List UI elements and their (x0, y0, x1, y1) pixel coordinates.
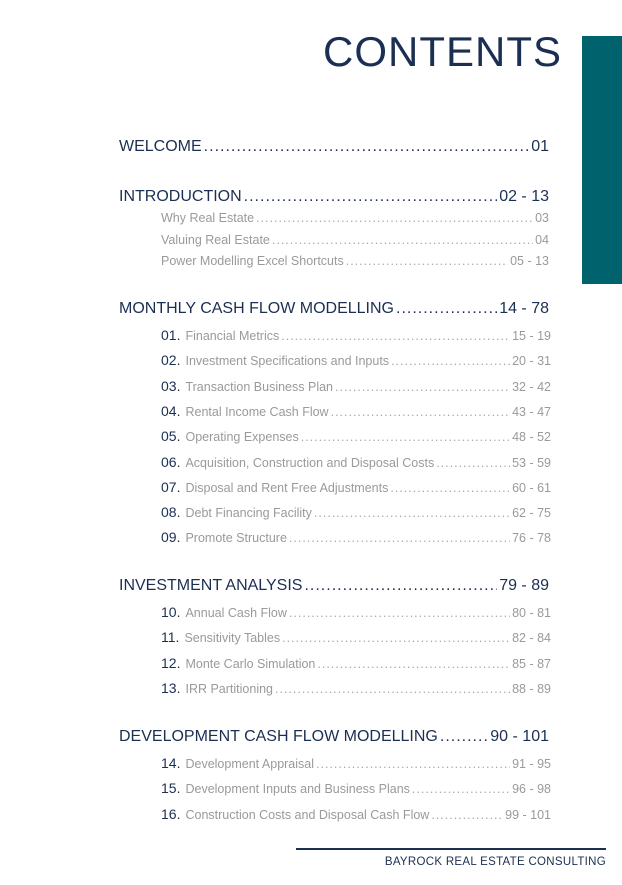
toc-section-pages: 01 (531, 138, 549, 155)
toc-leader-dots (440, 728, 488, 746)
toc-entry-row (161, 655, 551, 671)
toc-entry-row (161, 755, 551, 771)
toc-leader-dots (335, 380, 510, 394)
toc-entry-number: 03. (161, 377, 181, 394)
toc-leader-dots (317, 657, 510, 671)
toc-entry-pages: 43 - 47 (512, 404, 551, 419)
toc-leader-dots (289, 606, 510, 620)
toc-entry-row (161, 529, 551, 545)
toc-entry-title: Rental Income Cash Flow (185, 404, 329, 419)
toc-entry-row (161, 806, 551, 822)
toc-entry-pages: 96 - 98 (512, 782, 551, 797)
toc-section-pages: 14 - 78 (499, 300, 549, 317)
toc-entry-number: 07. (161, 478, 181, 495)
toc-entry-row (161, 327, 551, 343)
toc-entry-row (161, 352, 551, 368)
toc-section-pages: 79 - 89 (499, 577, 549, 594)
toc-leader-dots (412, 782, 510, 796)
toc-entry-row (161, 604, 551, 620)
toc-section-pages: 02 - 13 (499, 188, 549, 205)
toc-section-title: WELCOME (119, 138, 202, 155)
toc-entry-title: Sensitivity Tables (184, 631, 281, 646)
toc-section-pages: 90 - 101 (490, 728, 549, 745)
toc-entry-pages: 15 - 19 (512, 329, 551, 343)
toc-entry-pages: 76 - 78 (512, 531, 551, 546)
toc-leader-dots (289, 531, 510, 545)
toc-entry-number: 16. (161, 805, 181, 822)
toc-entry-row (161, 454, 551, 470)
toc-leader-dots (436, 456, 510, 470)
toc-entry-number: 06. (161, 453, 181, 470)
toc-entry-number: 01. (161, 327, 181, 343)
toc-entry-number: 09. (161, 529, 181, 546)
toc-leader-dots (256, 211, 533, 225)
toc-leader-dots (301, 430, 510, 444)
toc-entry-pages: 53 - 59 (512, 455, 551, 470)
toc-leader-dots (275, 682, 510, 696)
toc-leader-dots (272, 233, 533, 247)
toc-entry-number: 11. (161, 629, 180, 646)
toc-entry-title: Annual Cash Flow (185, 606, 287, 620)
toc-leader-dots (316, 757, 510, 771)
toc-section-title: INVESTMENT ANALYSIS (119, 577, 303, 594)
toc-entry-title: Promote Structure (185, 531, 287, 546)
toc-section-title: INTRODUCTION (119, 188, 242, 205)
toc-entry-number: 12. (161, 654, 181, 671)
toc-entry-pages: 85 - 87 (512, 656, 551, 671)
toc-entry-pages: 80 - 81 (512, 606, 551, 620)
toc-entry-title: Monte Carlo Simulation (185, 656, 316, 671)
toc-leader-dots (346, 254, 508, 268)
toc-entry-pages: 88 - 89 (512, 681, 551, 696)
toc-entry-pages: 32 - 42 (512, 379, 551, 394)
toc-entry-row (161, 211, 549, 225)
toc-entry-title: Operating Expenses (185, 430, 299, 445)
toc-entry-row (161, 378, 551, 394)
toc-leader-dots (282, 631, 510, 645)
toc-entry-row (161, 680, 551, 696)
toc-leader-dots (331, 405, 510, 419)
toc-entry-pages: 20 - 31 (512, 354, 551, 369)
toc-entry-title: Power Modelling Excel Shortcuts (161, 254, 344, 268)
toc-entry-number: 13. (161, 679, 181, 696)
toc-entry-title: Financial Metrics (185, 329, 280, 343)
toc-entry-pages: 48 - 52 (512, 430, 551, 445)
toc-entry-row (161, 479, 551, 495)
toc-entry-title: Investment Specifications and Inputs (185, 354, 390, 369)
toc-leader-dots (304, 577, 497, 595)
toc-entry-pages: 82 - 84 (512, 631, 551, 646)
toc-leader-dots (244, 188, 498, 206)
toc-section-title: MONTHLY CASH FLOW MODELLING (119, 300, 394, 317)
toc-entry-title: Transaction Business Plan (185, 379, 333, 394)
toc-entry-title: IRR Partitioning (185, 681, 274, 696)
toc-section-row (119, 188, 549, 206)
toc-entry-row (161, 629, 551, 645)
toc-section-title: DEVELOPMENT CASH FLOW MODELLING (119, 728, 438, 745)
toc-entry-pages: 62 - 75 (512, 506, 551, 521)
toc-entry-number: 04. (161, 402, 181, 419)
toc-entry-title: Acquisition, Construction and Disposal Costs (185, 455, 435, 470)
toc-entry-pages: 03 (535, 211, 549, 225)
footer-company-name: BAYROCK REAL ESTATE CONSULTING (384, 856, 606, 868)
toc-entry-title: Development Appraisal (185, 757, 315, 771)
toc-entry-row (161, 504, 551, 520)
toc-leader-dots (390, 481, 510, 495)
footer-divider (296, 848, 606, 850)
toc-section-row (119, 138, 549, 156)
toc-entry-pages: 04 (535, 232, 549, 247)
toc-leader-dots (314, 506, 510, 520)
toc-entry-number: 14. (161, 755, 181, 771)
toc-entry-title: Construction Costs and Disposal Cash Flow (185, 807, 430, 822)
toc-section-row (119, 300, 549, 318)
toc-leader-dots (204, 138, 530, 156)
toc-leader-dots (281, 329, 510, 343)
toc-entry-pages: 60 - 61 (512, 480, 551, 495)
page-title: CONTENTS (323, 28, 562, 75)
toc-entry-number: 02. (161, 352, 181, 369)
toc-entry-row (161, 233, 549, 247)
toc-entry-row (161, 428, 551, 444)
toc-entry-number: 15. (161, 780, 181, 797)
toc-entry-row (161, 403, 551, 419)
toc-entry-number: 10. (161, 604, 181, 620)
toc-entry-number: 08. (161, 504, 181, 521)
toc-entry-title: Disposal and Rent Free Adjustments (185, 480, 389, 495)
toc-entry-row (161, 780, 551, 796)
toc-entry-title: Development Inputs and Business Plans (185, 782, 410, 797)
toc-leader-dots (431, 808, 503, 822)
toc-entry-title: Valuing Real Estate (161, 232, 270, 247)
toc-leader-dots (396, 300, 497, 318)
toc-entry-title: Why Real Estate (161, 211, 255, 225)
toc-section-row (119, 728, 549, 746)
toc-entry-pages: 91 - 95 (512, 757, 551, 771)
toc-section-row (119, 577, 549, 595)
toc-entry-row (161, 254, 549, 268)
toc-entry-pages: 05 - 13 (510, 254, 549, 268)
toc-entry-pages: 99 - 101 (505, 807, 551, 822)
toc-leader-dots (391, 354, 510, 368)
toc-entry-title: Debt Financing Facility (185, 506, 312, 521)
toc-entry-number: 05. (161, 428, 181, 445)
